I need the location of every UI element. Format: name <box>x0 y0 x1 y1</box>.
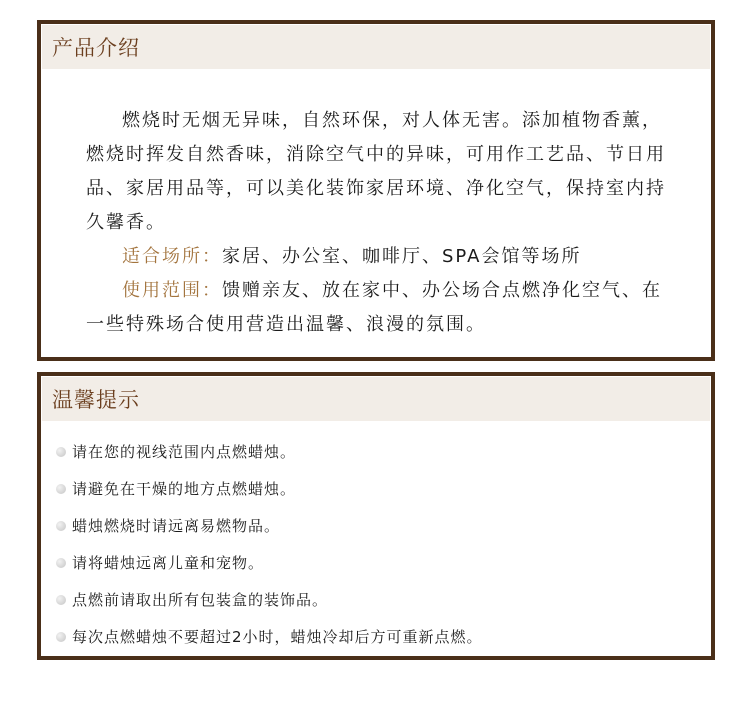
tip-text: 请避免在干燥的地方点燃蜡烛。 <box>72 480 297 498</box>
tips-title: 温馨提示 <box>52 388 140 412</box>
list-item <box>56 618 711 655</box>
product-description: 燃烧时无烟无异味，自然环保，对人体无害。添加植物香薰，燃烧时挥发自然香味，消除空气中的异味，可用作工艺品、节日用品、家居用品等，可以美化装饰家居环境、净化空气，保持室内持久馨香。 <box>86 110 666 233</box>
product-intro-header <box>42 25 710 69</box>
bullet-icon <box>56 595 66 605</box>
suitable-places-value: 家居、办公室、咖啡厅、SPA会馆等场所 <box>222 246 582 267</box>
usage-scope-value: 馈赠亲友、放在家中、办公场合点燃净化空气、在一些特殊场合使用营造出温馨、浪漫的氛围。 <box>86 280 662 335</box>
product-intro-title: 产品介绍 <box>52 36 140 60</box>
product-intro-panel <box>37 20 715 361</box>
list-item <box>56 544 711 581</box>
tip-text: 蜡烛燃烧时请远离易燃物品。 <box>72 517 281 535</box>
list-item <box>56 507 711 544</box>
tip-text: 点燃前请取出所有包装盒的装饰品。 <box>72 591 329 609</box>
tip-text: 每次点燃蜡烛不要超过2小时，蜡烛冷却后方可重新点燃。 <box>72 628 483 646</box>
bullet-icon <box>56 632 66 642</box>
product-intro-body <box>41 69 676 342</box>
list-item <box>56 581 711 618</box>
bullet-icon <box>56 447 66 457</box>
tip-text: 请在您的视线范围内点燃蜡烛。 <box>72 443 297 461</box>
bullet-icon <box>56 558 66 568</box>
tip-text: 请将蜡烛远离儿童和宠物。 <box>72 554 265 572</box>
tips-header <box>42 377 710 421</box>
tips-panel <box>37 372 715 660</box>
suitable-places-label: 适合场所： <box>122 246 222 267</box>
suitable-places <box>86 240 676 274</box>
bullet-icon <box>56 484 66 494</box>
list-item <box>56 433 711 470</box>
list-item <box>56 470 711 507</box>
usage-scope <box>86 274 676 342</box>
bullet-icon <box>56 521 66 531</box>
tips-list <box>41 421 711 655</box>
usage-scope-label: 使用范围： <box>122 280 222 301</box>
